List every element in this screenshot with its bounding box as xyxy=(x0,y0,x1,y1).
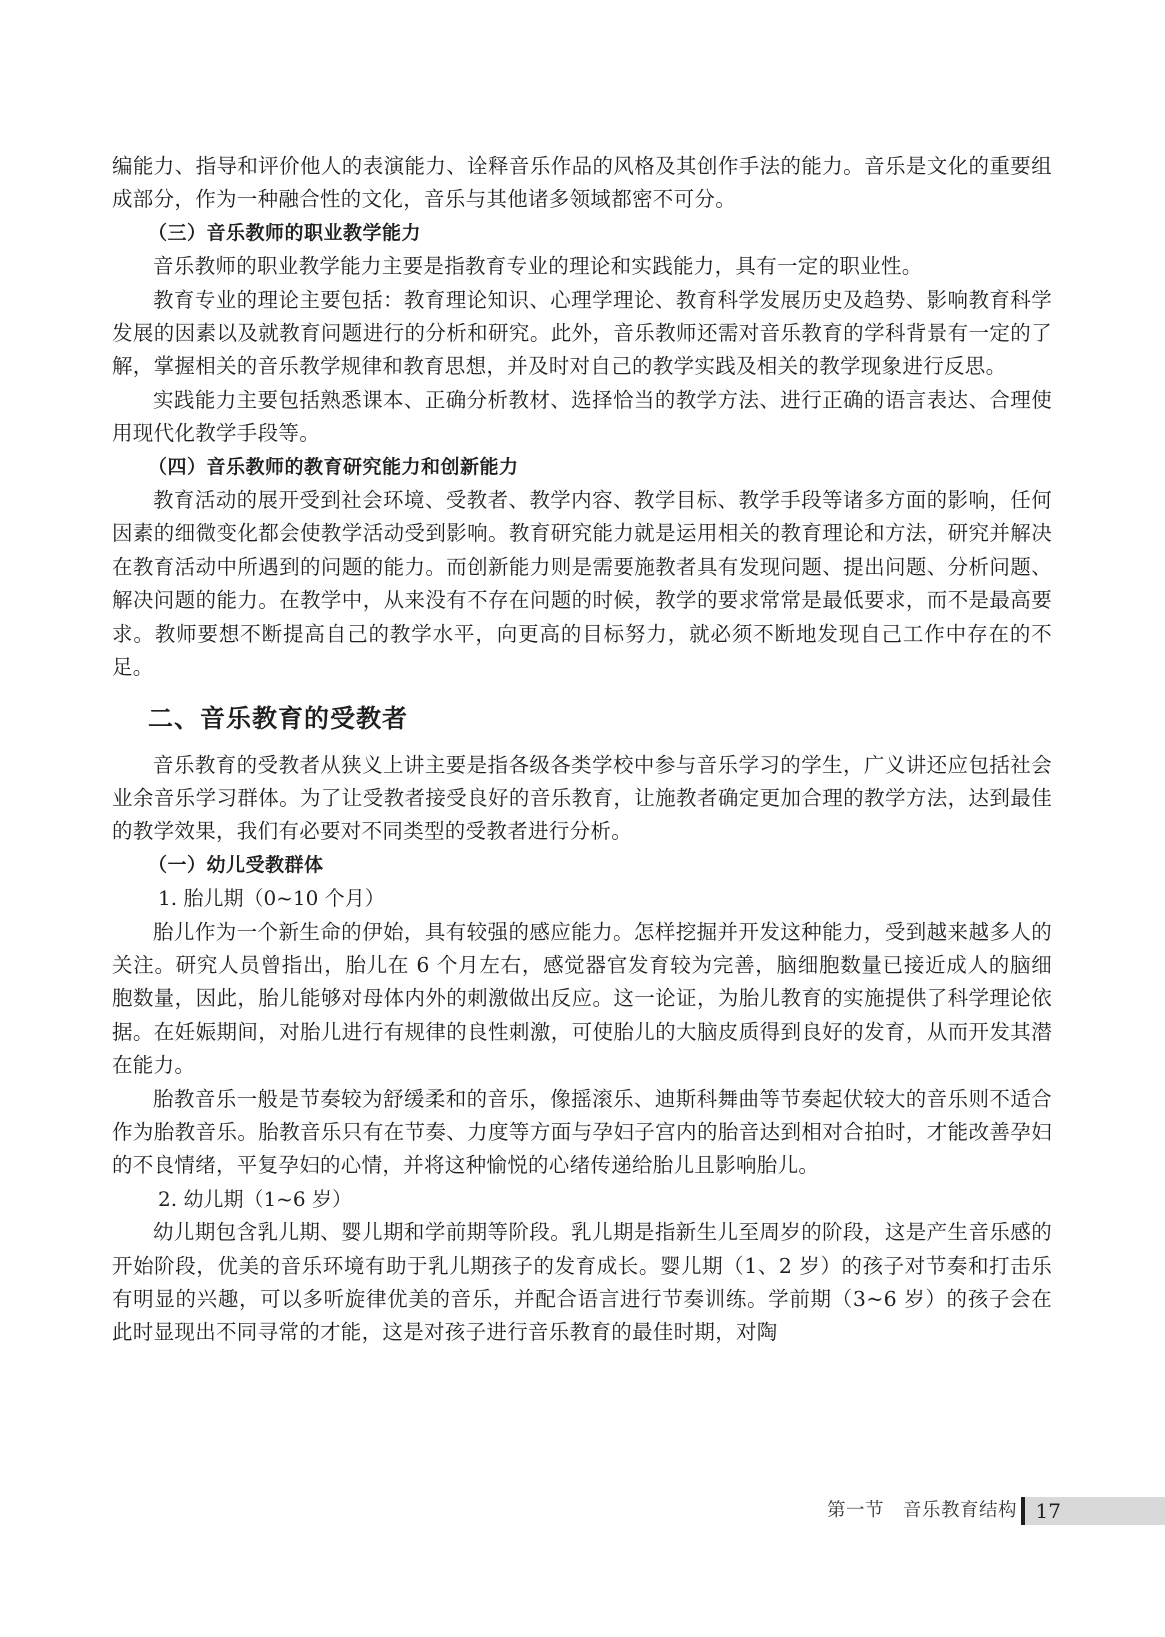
paragraph: 实践能力主要包括熟悉课本、正确分析教材、选择恰当的教学方法、进行正确的语言表达、合理使用现代化教学手段等。 xyxy=(112,387,1052,446)
paragraph: 音乐教师的职业教学能力主要是指教育专业的理论和实践能力，具有一定的职业性。 xyxy=(153,254,923,279)
subsection-heading: （三）音乐教师的职业教学能力 xyxy=(148,221,422,244)
page-body xyxy=(112,150,1052,1350)
paragraph: 编能力、指导和评价他人的表演能力、诠释音乐作品的风格及其创作手法的能力。音乐是文化的重要组成部分，作为一种融合性的文化，音乐与其他诸多领域都密不可分。 xyxy=(112,154,1052,212)
paragraph: 音乐教育的受教者从狭义上讲主要是指各级各类学校中参与音乐学习的学生，广义讲还应包括社会业余音乐学习群体。为了让受教者接受良好的音乐教育，让施教者确定更加合理的教学方法，达到最佳的教学效果，我们有必要对不同类型的受教者进行分析。 xyxy=(112,752,1052,844)
page-number: 17 xyxy=(1035,1499,1061,1523)
footer-section-title: 第一节 音乐教育结构 xyxy=(826,1500,1017,1521)
subsection-heading: （一）幼儿受教群体 xyxy=(148,853,324,876)
section-heading: 二、音乐教育的受教者 xyxy=(148,703,409,733)
paragraph: 教育活动的展开受到社会环境、受教者、教学内容、教学目标、教学手段等诸多方面的影响，任何因素的细微变化都会使教学活动受到影响。教育研究能力就是运用相关的教育理论和方法，研究并解决在教育活动中所遇到的问题的能力。而创新能力则是需要施教者具有发现问题、提出问题、分析问题、解决问题的能力。在教学中，从来没有不存在问题的时候，教学的要求常常是最低要求，而不是最高要求。教师要想不断提高自己的教学水平，向更高的目标努力，就必须不断地发现自己工作中存在的不足。 xyxy=(112,488,1052,680)
page-footer xyxy=(0,1493,1165,1529)
subsection-heading: （四）音乐教师的教育研究能力和创新能力 xyxy=(148,455,519,478)
paragraph: 教育专业的理论主要包括：教育理论知识、心理学理论、教育科学发展历史及趋势、影响教育科学发展的因素以及就教育问题进行的分析和研究。此外，音乐教师还需对音乐教育的学科背景有一定的了解，掌握相关的音乐教学规律和教育思想，并及时对自己的教学实践及相关的教学现象进行反思。 xyxy=(112,287,1052,379)
paragraph: 胎教音乐一般是节奏较为舒缓柔和的音乐，像摇滚乐、迪斯科舞曲等节奏起伏较大的音乐则不适合作为胎教音乐。胎教音乐只有在节奏、力度等方面与孕妇子宫内的胎音达到相对合拍时，才能改善孕妇的不良情绪，平复孕妇的心情，并将这种愉悦的心绪传递给胎儿且影响胎儿。 xyxy=(112,1086,1052,1178)
paragraph: 胎儿作为一个新生命的伊始，具有较强的感应能力。怎样挖掘并开发这种能力，受到越来越多人的关注。研究人员曾指出，胎儿在 6 个月左右，感觉器官发育较为完善，脑细胞数量已接近成人的脑细胞数量，因此，胎儿能够对母体内外的刺激做出反应。这一论证，为胎儿教育的实施提供了科学理论依据。在妊娠期间，对胎儿进行有规律的良性刺激，可使胎儿的大脑皮质得到良好的发育，从而开发其潜在能力。 xyxy=(112,919,1052,1078)
numbered-item-heading: 1. 胎儿期（0~10 个月） xyxy=(158,886,385,911)
paragraph: 幼儿期包含乳儿期、婴儿期和学前期等阶段。乳儿期是指新生儿至周岁的阶段，这是产生音乐感的开始阶段，优美的音乐环境有助于乳儿期孩子的发育成长。婴儿期（1、2 岁）的孩子对节奏和打击乐有明显的兴趣，可以多听旋律优美的音乐，并配合语言进行节奏训练。学前期（3~6 岁）的孩子会在此时显现出不同寻常的才能，这是对孩子进行音乐教育的最佳时期，对陶 xyxy=(112,1220,1052,1345)
numbered-item-heading: 2. 幼儿期（1~6 岁） xyxy=(158,1186,353,1211)
